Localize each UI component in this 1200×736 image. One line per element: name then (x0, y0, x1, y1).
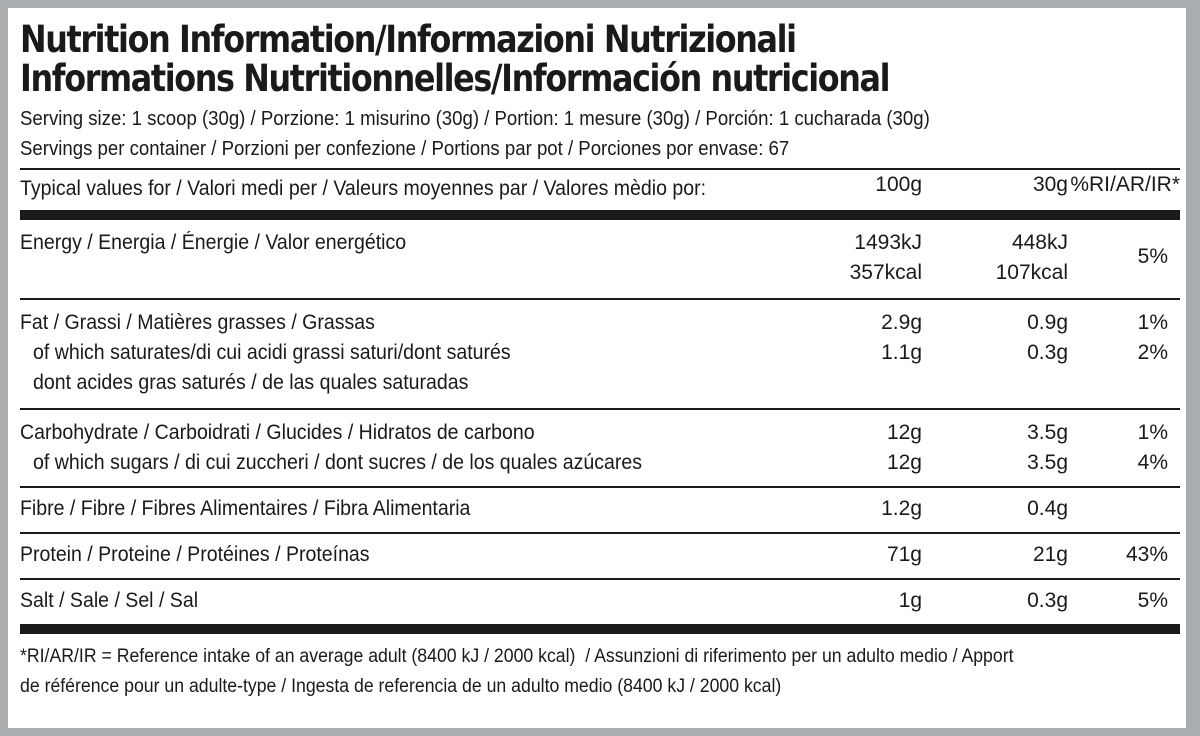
saturates-100g: 1.1g (881, 341, 922, 364)
fibre-row (20, 494, 1180, 524)
energy-30g-kcal: 107kcal (995, 261, 1068, 284)
salt-section (20, 580, 1180, 624)
header-ri: %RI/AR/IR* (1070, 173, 1180, 196)
energy-30g-kj: 448kJ (1011, 231, 1068, 254)
fat-30g: 0.9g (1027, 311, 1068, 334)
header-100g: 100g (875, 173, 922, 196)
salt-ri: 5% (1137, 589, 1168, 612)
footnote-line-1: *RI/AR/IR = Reference intake of an average adult (8400 kJ / 2000 kcal) / Assunzioni di riferimento per un adulto medio / Apport (20, 646, 1014, 667)
servings-per-container: Servings per container / Porzioni per confezione / Portions par pot / Porciones por envase: 67 (20, 138, 790, 160)
fat-row (20, 308, 1180, 338)
salt-row (20, 586, 1180, 616)
energy-section (20, 220, 1180, 298)
energy-kcal-row (20, 258, 1180, 288)
table-header (20, 170, 1180, 210)
energy-100g-kcal: 357kcal (849, 261, 922, 284)
fibre-100g: 1.2g (881, 497, 922, 520)
protein-section (20, 534, 1180, 578)
divider-thick (20, 624, 1180, 634)
protein-30g: 21g (1032, 543, 1068, 566)
protein-row (20, 540, 1180, 570)
header-label: Typical values for / Valori medi per / Valeurs moyennes par / Valores mèdio por: (20, 177, 707, 200)
salt-30g: 0.3g (1027, 589, 1068, 612)
fat-100g: 2.9g (881, 311, 922, 334)
salt-100g: 1g (898, 589, 922, 612)
carbohydrate-row (20, 418, 1180, 448)
salt-label: Salt / Sale / Sel / Sal (20, 589, 199, 612)
divider-thick (20, 210, 1180, 220)
sugars-label: of which sugars / di cui zuccheri / dont sucres / de los quales azúcares (33, 451, 643, 474)
footnote (20, 634, 1173, 702)
fat-section (20, 300, 1180, 408)
saturates-30g: 0.3g (1027, 341, 1068, 364)
title-line-2: Informations Nutritionnelles/Información nutricional (20, 57, 890, 100)
energy-row (20, 228, 1180, 268)
carbohydrate-section (20, 410, 1180, 486)
header-30g: 30g (1032, 173, 1068, 196)
carbohydrate-ri: 1% (1137, 421, 1168, 444)
energy-label: Energy / Energia / Énergie / Valor energético (20, 231, 407, 254)
protein-ri: 43% (1125, 543, 1168, 566)
carbohydrate-label: Carbohydrate / Carboidrati / Glucides / Hidratos de carbono (20, 421, 535, 444)
saturates-ri: 2% (1137, 341, 1168, 364)
sugars-row (20, 448, 1180, 478)
fat-label: Fat / Grassi / Matières grasses / Grassas (20, 311, 375, 334)
fibre-label: Fibre / Fibre / Fibres Alimentaires / Fibra Alimentaria (20, 497, 471, 520)
sugars-30g: 3.5g (1027, 451, 1068, 474)
fat-ri: 1% (1137, 311, 1168, 334)
sugars-ri: 4% (1137, 451, 1168, 474)
saturates-label-line-1: of which saturates/di cui acidi grassi saturi/dont saturés (33, 341, 511, 364)
protein-label: Protein / Proteine / Protéines / Proteínas (20, 543, 370, 566)
serving-size: Serving size: 1 scoop (30g) / Porzione: 1 misurino (30g) / Portion: 1 mesure (30g) / Porción: 1 cucharada (30g) (20, 108, 930, 130)
energy-100g-kj: 1493kJ (854, 231, 922, 254)
fibre-section (20, 488, 1180, 532)
saturates-label-line-2: dont acides gras saturés / de las quales saturadas (33, 371, 469, 394)
nutrition-label (8, 8, 1186, 728)
title-line-1: Nutrition Information/Informazioni Nutrizionali (20, 18, 796, 61)
saturates-row (20, 338, 1180, 368)
fibre-30g: 0.4g (1027, 497, 1068, 520)
saturates-row-cont (20, 368, 1180, 398)
label-title (20, 20, 1018, 98)
carbohydrate-100g: 12g (886, 421, 922, 444)
sugars-100g: 12g (886, 451, 922, 474)
carbohydrate-30g: 3.5g (1027, 421, 1068, 444)
footnote-line-2: de référence pour un adulte-type / Ingesta de referencia de un adulto medio (8400 kJ / 2000 kcal) (20, 676, 782, 697)
energy-ri: 5% (1137, 245, 1168, 268)
protein-100g: 71g (886, 543, 922, 566)
